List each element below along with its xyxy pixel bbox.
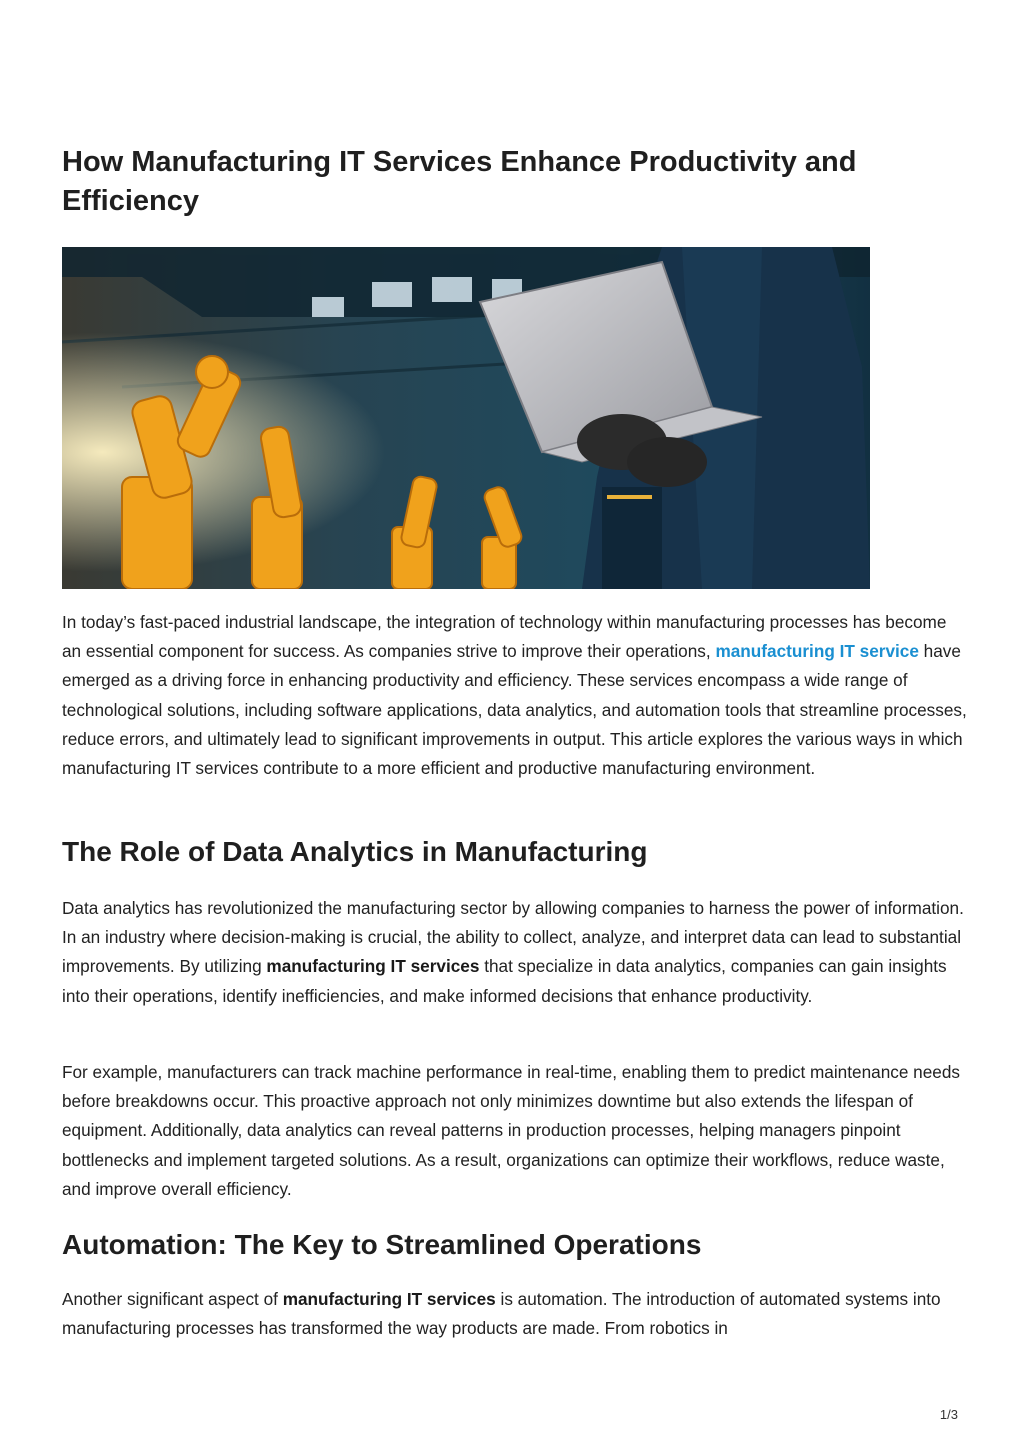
intro-paragraph bbox=[62, 608, 967, 783]
automation-paragraph-1 bbox=[62, 1285, 967, 1343]
manufacturing-it-service-link[interactable]: manufacturing IT service bbox=[715, 641, 919, 662]
section-heading-automation: Automation: The Key to Streamlined Operations bbox=[62, 1229, 702, 1260]
intro-text-part1: In today’s fast-paced industrial landscape, the integration of technology within manufacturing processes has become an essential component for success. As companies strive to improve their operations, bbox=[62, 612, 947, 662]
bold-keyword: manufacturing IT services bbox=[266, 956, 480, 977]
factory-robot-laptop-illustration bbox=[62, 247, 870, 589]
paragraph-text: is automation. The introduction of automated systems into manufacturing processes has transformed the way products are made. From robotics in bbox=[62, 1289, 941, 1339]
page-title: How Manufacturing IT Services Enhance Productivity and Efficiency bbox=[62, 146, 857, 217]
page-number: 1/3 bbox=[939, 1407, 958, 1422]
paragraph-text: Data analytics has revolutionized the manufacturing sector by allowing companies to harness the power of information. In an industry where decision-making is crucial, the ability to collect, analyze, and interpret data can lead to substantial improvements. By utilizing bbox=[62, 898, 964, 977]
data-analytics-paragraph-2: For example, manufacturers can track machine performance in real-time, enabling them to predict maintenance needs before breakdowns occur. This proactive approach not only minimizes downtime but also extends the lifespan of equipment. Additionally, data analytics can reveal patterns in production processes, helping managers pinpoint bottlenecks and implement targeted solutions. As a result, organizations can optimize their workflows, reduce waste, and improve overall efficiency. bbox=[62, 1062, 961, 1199]
paragraph-text: that specialize in data analytics, companies can gain insights into their operations, identify inefficiencies, and make informed decisions that enhance productivity. bbox=[62, 956, 947, 1006]
bold-keyword: manufacturing IT services bbox=[282, 1289, 496, 1309]
paragraph-text: Another significant aspect of bbox=[62, 1289, 283, 1309]
intro-text-part2: have emerged as a driving force in enhancing productivity and efficiency. These services encompass a wide range of technological solutions, including software applications, data analytics, and automation tools that streamline processes, reduce errors, and ultimately lead to significant improvements in output. This article explores the various ways in which manufacturing IT services contribute to a more efficient and productive manufacturing environment. bbox=[62, 641, 967, 779]
data-analytics-paragraph-1 bbox=[62, 894, 967, 1011]
hero-image bbox=[62, 247, 870, 589]
section-heading-data-analytics: The Role of Data Analytics in Manufacturing bbox=[62, 836, 648, 867]
